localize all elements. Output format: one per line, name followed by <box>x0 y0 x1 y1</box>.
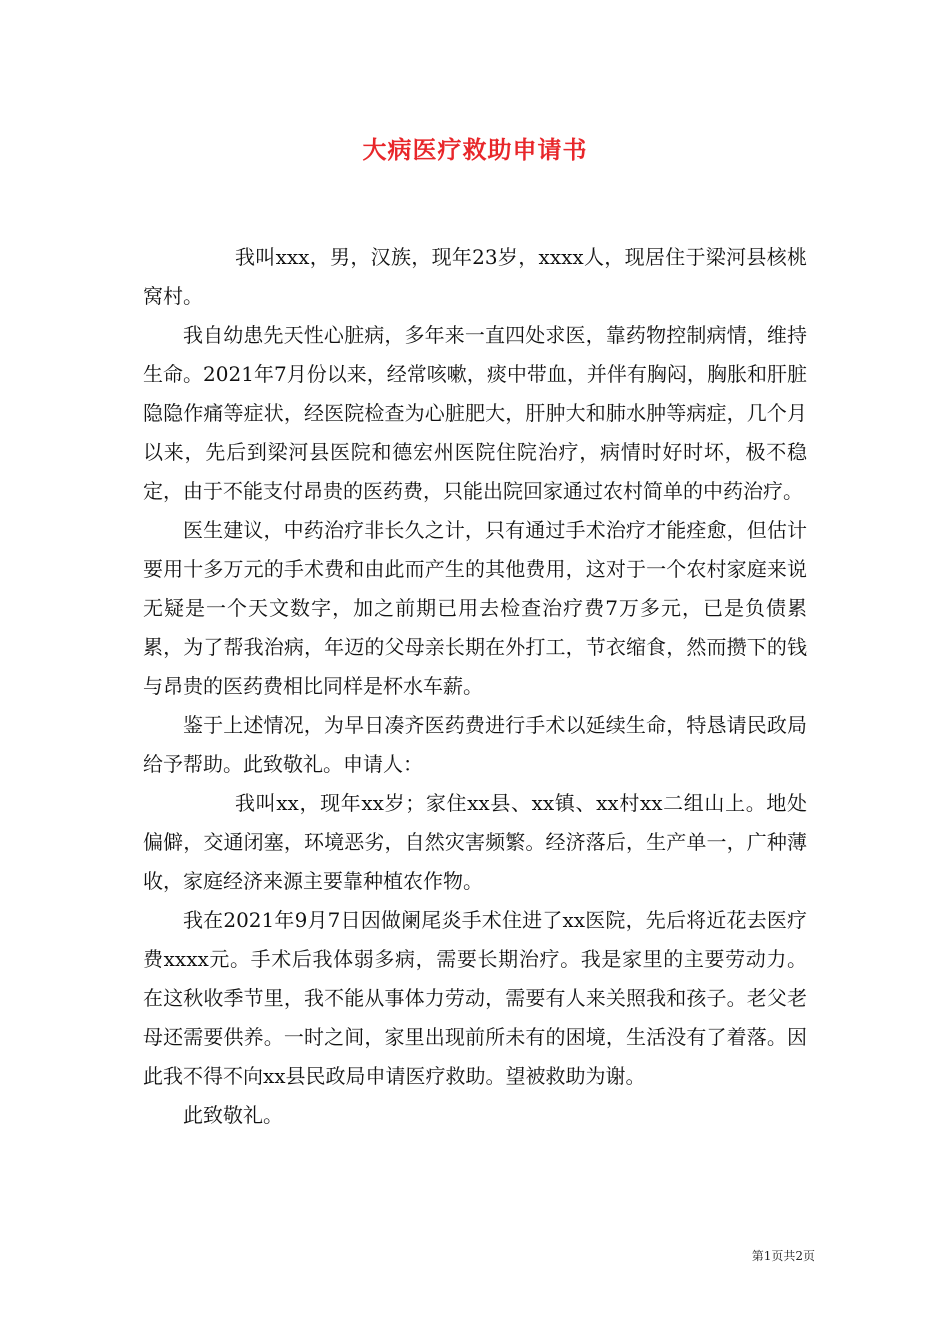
paragraph-closing: 此致敬礼。 <box>183 1103 283 1127</box>
document-body <box>143 238 807 1135</box>
paragraph-surgery-details: 我在2021年9月7日因做阑尾炎手术住进了xx医院，先后将近花去医疗费xxxx元。手术后我体弱多病，需要长期治疗。我是家里的主要劳动力。在这秋收季节里，我不能从事体力劳动，需要有人来关照我和孩子。老父老母还需要供养。一时之间，家里出现前所未有的困境，生活没有了着落。因此我不得不向xx县民政局申请医疗救助。望被救助为谢。 <box>143 908 807 1088</box>
paragraph-illness-history: 我自幼患先天性心脏病，多年来一直四处求医，靠药物控制病情，维持生命。2021年7月份以来，经常咳嗽，痰中带血，并伴有胸闷，胸胀和肝脏隐隐作痛等症状，经医院检查为心脏肥大，肝肿大和肺水肿等病症，几个月以来，先后到梁河县医院和德宏州医院住院治疗，病情时好时坏，极不稳定，由于不能支付昂贵的医药费，只能出院回家通过农村简单的中药治疗。 <box>143 323 807 503</box>
paragraph-request: 鉴于上述情况，为早日凑齐医药费进行手术以延续生命，特恳请民政局给予帮助。此致敬礼。申请人： <box>143 713 807 776</box>
paragraph-applicant-intro: 我叫xxx，男，汉族，现年23岁，xxxx人，现居住于梁河县核桃窝村。 <box>143 245 807 308</box>
paragraph-treatment-cost: 医生建议，中药治疗非长久之计，只有通过手术治疗才能痊愈，但估计要用十多万元的手术费和由此而产生的其他费用，这对于一个农村家庭来说无疑是一个天文数字，加之前期已用去检查治疗费7万多元，已是负债累累，为了帮我治病，年迈的父母亲长期在外打工，节衣缩食，然而攒下的钱与昂贵的医药费相比同样是杯水车薪。 <box>143 518 807 698</box>
page-number: 第1页共2页 <box>751 1249 815 1263</box>
paragraph-second-applicant: 我叫xx，现年xx岁；家住xx县、xx镇、xx村xx二组山上。地处偏僻，交通闭塞，环境恶劣，自然灾害频繁。经济落后，生产单一，广种薄收，家庭经济来源主要靠种植农作物。 <box>143 791 807 893</box>
document-title: 大病医疗救助申请书 <box>362 135 588 164</box>
